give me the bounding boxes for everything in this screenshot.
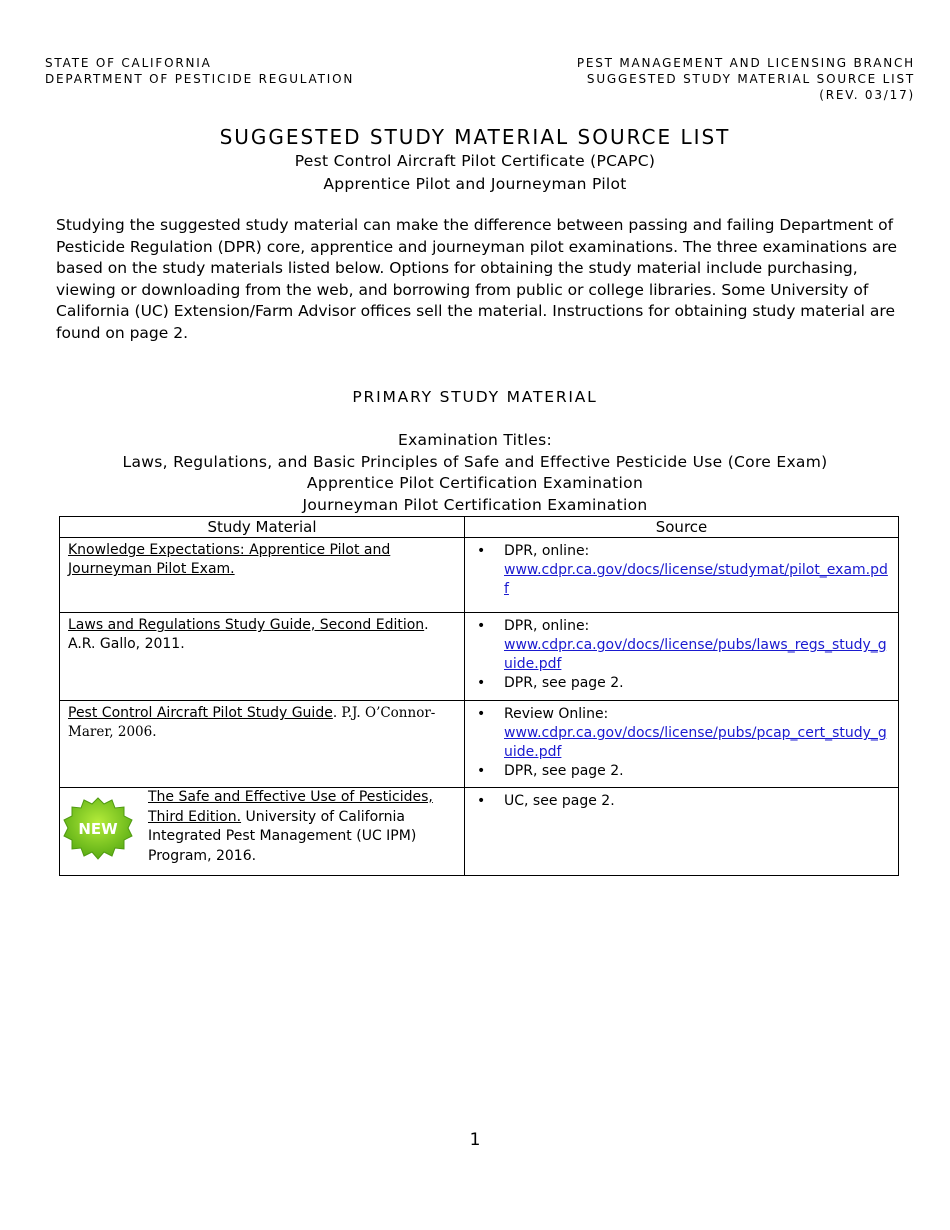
source-link[interactable]: www.cdpr.ca.gov/docs/license/pubs/pcap_cert_study_guide.pdf <box>504 725 887 760</box>
source-cell <box>465 538 899 613</box>
table-row <box>60 538 899 613</box>
source-cell <box>465 613 899 701</box>
header-right <box>577 55 915 103</box>
header-department: DEPARTMENT OF PESTICIDE REGULATION <box>45 72 355 86</box>
material-cell <box>60 613 465 701</box>
header-branch: PEST MANAGEMENT AND LICENSING BRANCH <box>576 56 915 70</box>
title-block <box>0 124 950 196</box>
material-author: A.R. Gallo, 2011. <box>68 636 185 652</box>
material-title: Pest Control Aircraft Pilot Study Guide <box>68 705 333 721</box>
material-cell <box>60 701 465 788</box>
table-row <box>60 788 899 876</box>
source-list <box>465 538 898 605</box>
material-author: University of California Integrated Pest Management (UC IPM) Program, 2016. <box>148 808 417 864</box>
page-title: SUGGESTED STUDY MATERIAL SOURCE LIST <box>219 125 731 149</box>
source-link[interactable]: www.cdpr.ca.gov/docs/license/pubs/laws_regs_study_guide.pdf <box>504 637 887 672</box>
source-label: Review Online: <box>504 706 609 722</box>
source-item <box>465 542 890 599</box>
intro-paragraph: Studying the suggested study material can make the difference between passing and failing Department of Pesticide Regulation (DPR) core, apprentice and journeyman pilot examinations. The three examinations are based on the study materials listed below. Options for obtaining the study material include purchasing, viewing or downloading from the web, and borrowing from public or college libraries. Some University of California (UC) Extension/Farm Advisor offices sell the material. Instructions for obtaining study material are found on page 2. <box>56 216 898 342</box>
material-author: . P.J. O’Connor-Marer, 2006. <box>68 705 436 740</box>
page-subtitle-1: Pest Control Aircraft Pilot Certificate (PCAPC) <box>294 152 656 170</box>
study-material-table <box>59 516 899 876</box>
source-item: • DPR, see page 2. <box>465 674 890 693</box>
exam-titles <box>0 430 950 516</box>
exam-title-journeyman: Journeyman Pilot Certification Examination <box>302 495 648 514</box>
header-revision: (REV. 03/17) <box>819 88 915 102</box>
table-row <box>60 613 899 701</box>
material-cell <box>60 788 465 876</box>
table-row <box>60 701 899 788</box>
material-cell <box>60 538 465 613</box>
exam-title-apprentice: Apprentice Pilot Certification Examination <box>306 474 644 492</box>
new-badge-svg <box>62 796 134 862</box>
exam-title-core: Laws, Regulations, and Basic Principles of Safe and Effective Pesticide Use (Core Exam) <box>122 452 828 471</box>
column-header-study-material: Study Material <box>60 517 465 538</box>
source-list <box>465 613 898 699</box>
source-item <box>465 705 890 762</box>
source-label: DPR, online: <box>504 618 590 634</box>
header-list-title: SUGGESTED STUDY MATERIAL SOURCE LIST <box>586 72 915 86</box>
source-list <box>465 701 898 787</box>
material-title: The Safe and Effective Use of Pesticides, Third Edition. <box>148 789 433 825</box>
source-item: • DPR, see page 2. <box>465 762 890 781</box>
source-item <box>465 617 890 674</box>
column-header-source: Source <box>465 517 899 538</box>
section-heading: PRIMARY STUDY MATERIAL <box>352 388 598 406</box>
source-link[interactable]: www.cdpr.ca.gov/docs/license/studymat/pilot_exam.pdf <box>504 562 888 597</box>
exam-titles-label: Examination Titles: <box>397 431 553 449</box>
new-badge-text: NEW <box>78 820 118 838</box>
source-cell <box>465 788 899 876</box>
page-number: 1 <box>469 1130 481 1150</box>
header-left <box>45 55 354 87</box>
source-list <box>465 788 898 817</box>
page-subtitle-2: Apprentice Pilot and Journeyman Pilot <box>323 175 627 193</box>
source-cell <box>465 701 899 788</box>
new-badge-icon <box>60 788 142 870</box>
material-title: Laws and Regulations Study Guide, Second Edition <box>68 617 425 633</box>
source-label: DPR, online: <box>504 543 590 559</box>
source-item: • UC, see page 2. <box>465 792 890 811</box>
material-title: Knowledge Expectations: Apprentice Pilot and Journeyman Pilot Exam. <box>68 542 391 577</box>
header-state: STATE OF CALIFORNIA <box>45 56 212 70</box>
table-header-row <box>60 517 899 538</box>
material-title-suffix: . <box>424 617 429 633</box>
